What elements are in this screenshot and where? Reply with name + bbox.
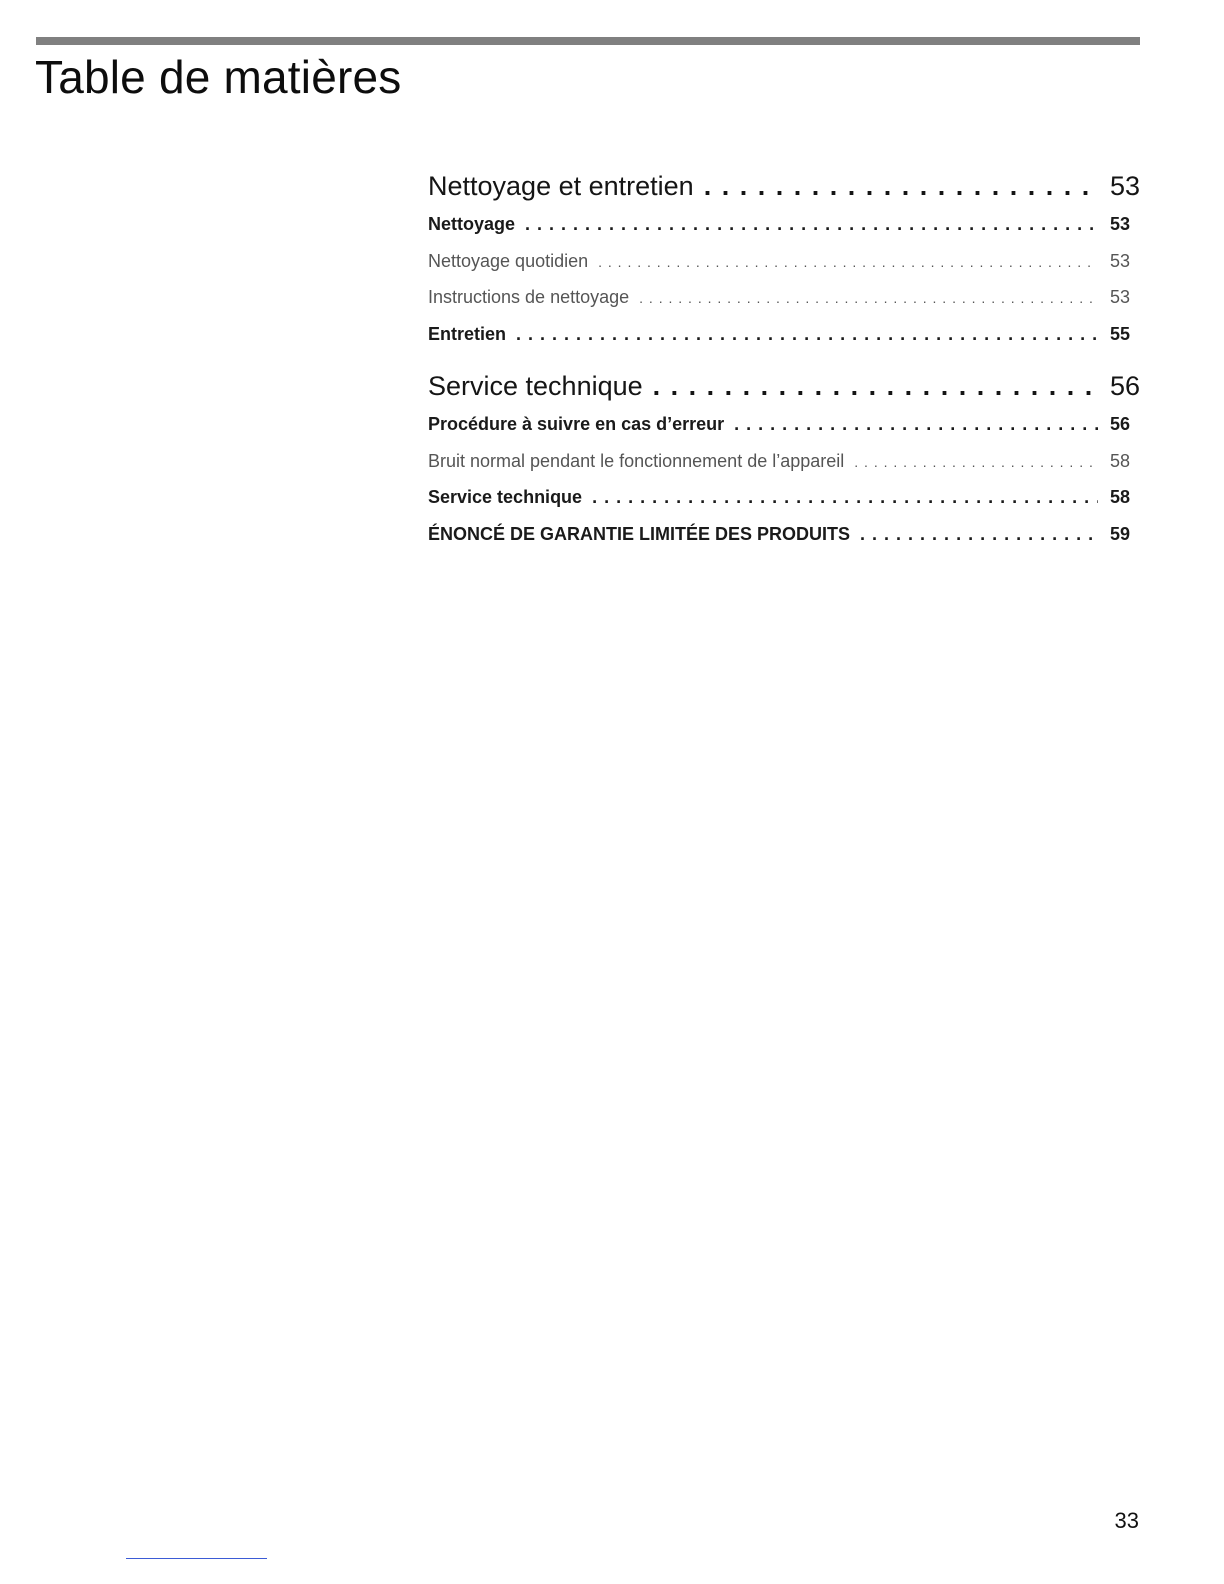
- toc-heading-page: 53: [1109, 171, 1140, 201]
- page-number: 33: [1114, 1508, 1139, 1533]
- toc-entry-page: 53: [1109, 287, 1130, 307]
- toc-heading-service-technique[interactable]: [428, 366, 1140, 406]
- toc-entry-page: 55: [1109, 323, 1130, 344]
- toc-heading-label: Nettoyage et entretien: [428, 171, 694, 201]
- dot-leader: [734, 406, 1098, 443]
- toc-entry-page: 53: [1109, 250, 1130, 271]
- toc-entry-label: Entretien: [428, 323, 507, 344]
- toc-entry-label: Procédure à suivre en cas d’erreur: [428, 414, 725, 434]
- footer-underline: [126, 1558, 267, 1559]
- dot-leader: [525, 206, 1098, 243]
- dot-leader: [592, 479, 1098, 516]
- toc-section-service: [428, 366, 1140, 552]
- toc-entry-bruit-normal[interactable]: [428, 443, 1140, 480]
- toc-entry-label: Nettoyage quotidien: [428, 250, 589, 271]
- toc-heading-page: 56: [1109, 371, 1140, 401]
- toc-heading-label: Service technique: [428, 371, 643, 401]
- dot-leader: [639, 279, 1098, 316]
- dot-leader: [598, 243, 1098, 280]
- toc-entry-service-technique[interactable]: [428, 479, 1140, 516]
- toc-entry-page: 53: [1109, 214, 1130, 234]
- toc-entry-label: Bruit normal pendant le fonctionnement de l’appareil: [428, 450, 845, 471]
- toc-entry-label: Nettoyage: [428, 214, 516, 234]
- toc-entry-label: Instructions de nettoyage: [428, 287, 630, 307]
- table-of-contents: [428, 166, 1140, 566]
- toc-entry-procedure-erreur[interactable]: [428, 406, 1140, 443]
- toc-entry-page: 58: [1109, 450, 1130, 471]
- toc-entry-nettoyage-quotidien[interactable]: [428, 243, 1140, 280]
- dot-leader: [653, 366, 1098, 406]
- toc-entry-label: Service technique: [428, 487, 583, 507]
- dot-leader: [860, 516, 1098, 553]
- toc-entry-instructions-nettoyage[interactable]: [428, 279, 1140, 316]
- toc-entry-page: 56: [1109, 414, 1130, 434]
- page-title: Table de matières: [35, 51, 402, 103]
- dot-leader: [704, 166, 1098, 206]
- toc-entry-page: 59: [1109, 523, 1130, 544]
- toc-entry-nettoyage[interactable]: [428, 206, 1140, 243]
- top-rule: [36, 37, 1140, 45]
- dot-leader: [854, 443, 1098, 480]
- toc-heading-nettoyage-entretien[interactable]: [428, 166, 1140, 206]
- toc-entry-page: 58: [1109, 487, 1130, 507]
- toc-entry-label: ÉNONCÉ DE GARANTIE LIMITÉE DES PRODUITS: [428, 523, 851, 544]
- toc-entry-garantie[interactable]: [428, 516, 1140, 553]
- toc-section-nettoyage: [428, 166, 1140, 352]
- dot-leader: [516, 316, 1098, 353]
- toc-entry-entretien[interactable]: [428, 316, 1140, 353]
